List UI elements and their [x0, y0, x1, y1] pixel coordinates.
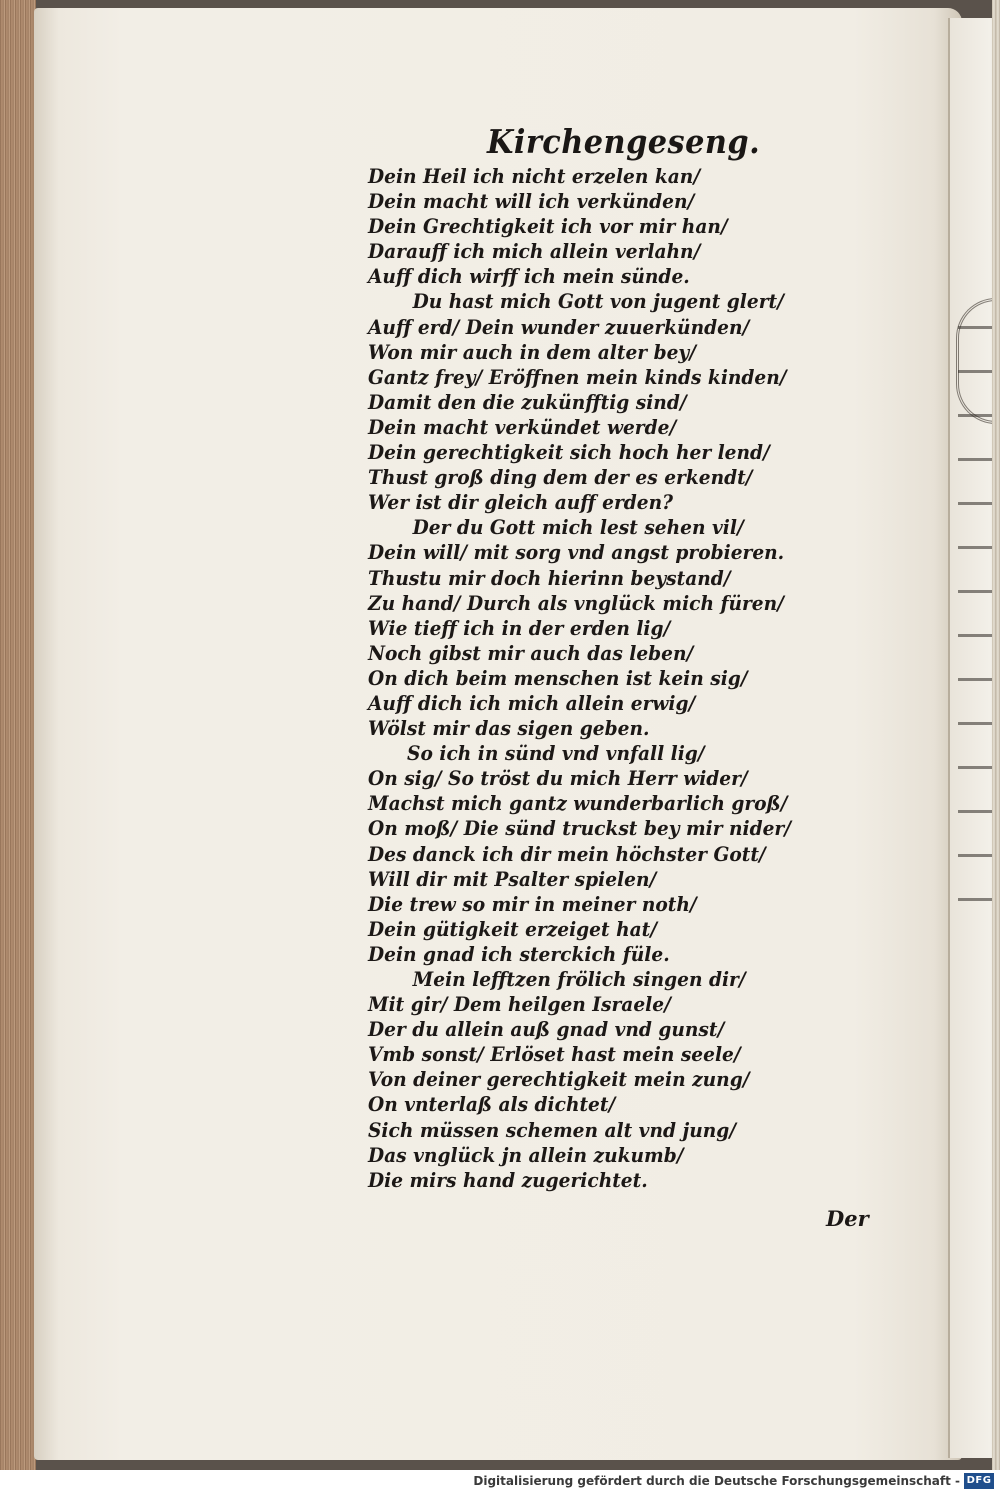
verse-line: On moß/ Die sünd truckst bey mir nider/	[368, 816, 792, 841]
verse-line: Thustu mir doch hierinn beystand/	[368, 565, 731, 590]
verse-line: Dein will/ mit sorg vnd angst probieren.	[368, 540, 785, 565]
stanza-first-line: So ich in sünd vnd vnfall lig/	[407, 741, 705, 766]
stanza-first-line: Der du Gott mich lest sehen vil/	[412, 515, 744, 540]
verse-line: Dein macht will ich verkünden/	[368, 189, 695, 214]
verse-line: Der du allein auß gnad vnd gunst/	[368, 1017, 725, 1042]
verse-line: Noch gibst mir auch das leben/	[368, 640, 694, 665]
page-edges-right	[992, 0, 1000, 1470]
funding-notice: Digitalisierung gefördert durch die Deutsche Forschungsgemeinschaft -	[473, 1474, 960, 1488]
verse-line: Won mir auch in dem alter bey/	[368, 339, 697, 364]
verse-line: Machst mich gantz wunderbarlich groß/	[368, 791, 788, 816]
verse-line: Darauff ich mich allein verlahn/	[368, 239, 701, 264]
verse-line: Von deiner gerechtigkeit mein zung/	[368, 1067, 750, 1092]
verse-line: On vnterlaß als dichtet/	[368, 1092, 616, 1117]
verse-line: Dein gnad ich sterckich füle.	[368, 941, 670, 966]
verse-line: Auff dich wirff ich mein sünde.	[368, 264, 690, 289]
verse-line: Will dir mit Psalter spielen/	[368, 866, 657, 891]
verse-line: Auff erd/ Dein wunder zuuerkünden/	[368, 314, 750, 339]
verse-line: Damit den die zukünfftig sind/	[368, 389, 687, 414]
verse-line: On dich beim menschen ist kein sig/	[368, 665, 748, 690]
verse-line: Sich müssen schemen alt vnd jung/	[368, 1117, 737, 1142]
footer-bar	[0, 1470, 1000, 1493]
verse-line: Auff dich ich mich allein erwig/	[368, 690, 696, 715]
verse-line: Die trew so mir in meiner noth/	[368, 891, 697, 916]
verse-line: Die mirs hand zugerichtet.	[368, 1167, 648, 1192]
dfg-logo: DFG	[964, 1473, 994, 1489]
verse-line: Dein gerechtigkeit sich hoch her lend/	[368, 440, 770, 465]
verse-line: Thust groß ding dem der es erkendt/	[368, 465, 753, 490]
verse-line: Gantz frey/ Eröffnen mein kinds kinden/	[368, 364, 787, 389]
verse-line: Des danck ich dir mein höchster Gott/	[368, 841, 766, 866]
verse-line: On sig/ So tröst du mich Herr wider/	[368, 766, 748, 791]
verse-line: Dein Grechtigkeit ich vor mir han/	[368, 214, 728, 239]
page-header: Kirchengeseng.	[487, 122, 761, 161]
verse-line: Dein gütigkeit erzeiget hat/	[368, 916, 658, 941]
verse-line: Wer ist dir gleich auff erden?	[368, 490, 674, 515]
verse-line: Zu hand/ Durch als vnglück mich füren/	[368, 590, 784, 615]
catchword: Der	[826, 1206, 869, 1231]
verse-line: Wölst mir das sigen geben.	[368, 716, 650, 741]
verse-line: Mit gir/ Dem heilgen Israele/	[368, 992, 671, 1017]
verse-line: Wie tieff ich in der erden lig/	[368, 615, 671, 640]
stanza-first-line: Du hast mich Gott von jugent glert/	[412, 289, 784, 314]
verse-line: Das vnglück jn allein zukumb/	[368, 1142, 684, 1167]
verse-line: Vmb sonst/ Erlöset hast mein seele/	[368, 1042, 741, 1067]
hymn-text	[368, 164, 792, 1193]
page-edges-left	[0, 0, 36, 1470]
verse-line: Dein macht verkündet werde/	[368, 414, 677, 439]
stanza-first-line: Mein lefftzen frölich singen dir/	[412, 967, 746, 991]
verse-line: Dein Heil ich nicht erzelen kan/	[368, 164, 701, 188]
